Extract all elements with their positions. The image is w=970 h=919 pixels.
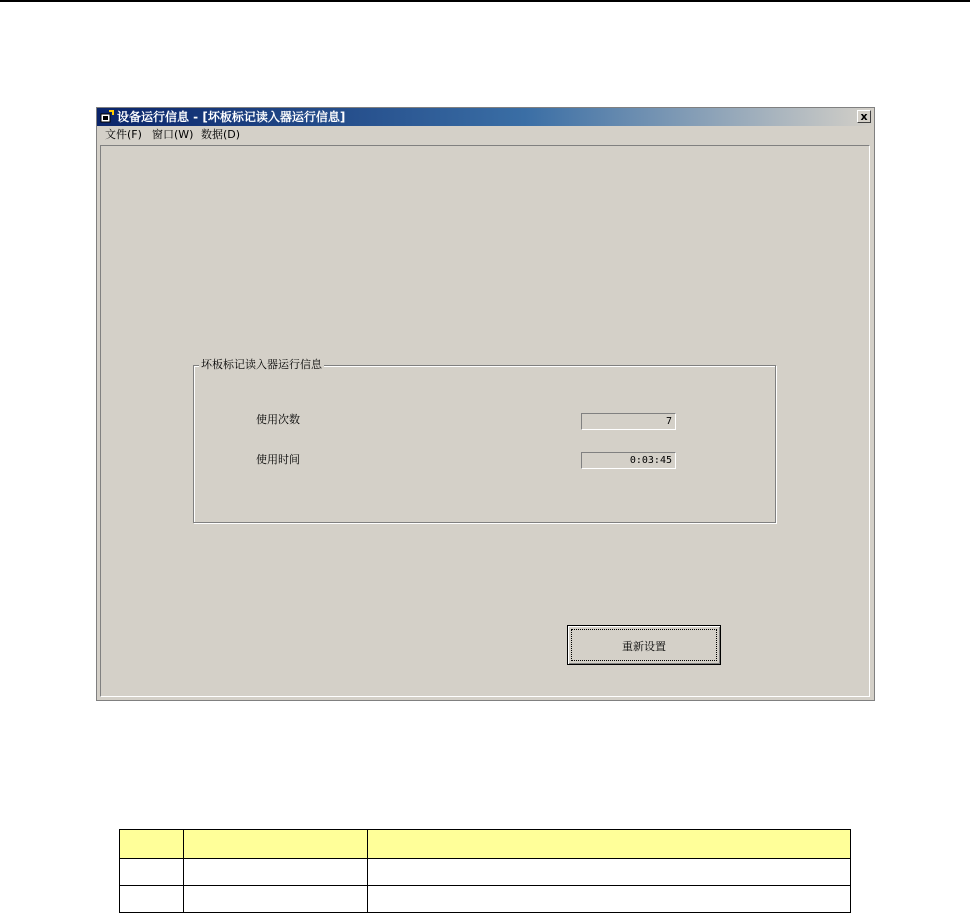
table-cell [368,886,851,913]
window-title: 设备运行信息 - [坏板标记读入器运行信息] [117,110,346,124]
use-count-field: 7 [581,413,676,430]
table-row [120,886,851,913]
use-time-field: 0:03:45 [581,452,676,469]
table-cell [120,859,184,886]
close-button[interactable] [857,110,871,123]
table-cell [184,886,368,913]
menu-window[interactable]: 窗口(W) [152,128,194,141]
table-row [120,859,851,886]
menu-data[interactable]: 数据(D) [201,128,241,141]
table-header-cell [368,830,851,859]
use-time-label: 使用时间 [256,453,300,466]
client-area [100,145,870,697]
table-cell [368,859,851,886]
table-cell [120,886,184,913]
table-header-row [120,830,851,859]
title-bar[interactable] [97,108,874,126]
description-table [119,829,851,913]
menu-file[interactable]: 文件(F) [105,128,142,141]
reset-button[interactable] [567,625,721,665]
menu-bar [97,126,874,143]
app-window [96,107,875,701]
close-icon: x [860,110,868,123]
reset-button-label: 重新设置 [622,640,666,653]
groupbox-caption: 坏板标记读入器运行信息 [201,358,322,371]
app-icon [100,110,114,123]
table-header-cell [184,830,368,859]
table-cell [184,859,368,886]
reader-info-groupbox [193,358,776,523]
top-rule [0,0,970,2]
use-count-label: 使用次数 [256,413,300,426]
table-header-cell [120,830,184,859]
